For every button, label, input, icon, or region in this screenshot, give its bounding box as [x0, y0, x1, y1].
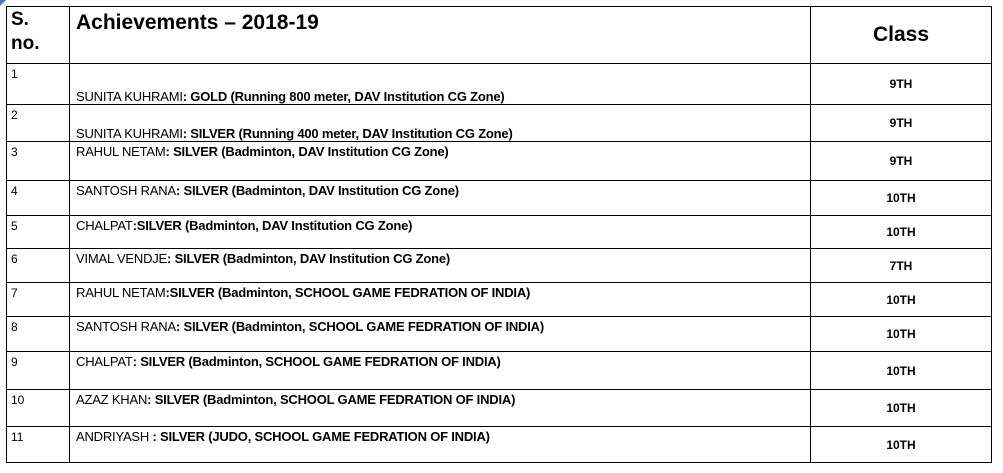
class-cell: 10TH [811, 283, 992, 317]
class-cell: 9TH [811, 142, 992, 181]
achievement-detail: SILVER (JUDO, SCHOOL GAME FEDRATION OF INDIA) [160, 429, 490, 444]
sno-header-line2: no. [11, 33, 40, 54]
table-row [7, 216, 992, 249]
table-row [7, 142, 992, 181]
student-name: AZAZ KHAN [76, 392, 148, 407]
table-row [7, 64, 992, 105]
table-row [7, 249, 992, 283]
name-separator: : [167, 251, 175, 266]
achievement-cell [70, 216, 811, 249]
achievement-detail: SILVER (Badminton, DAV Institution CG Zone) [173, 144, 449, 159]
student-name: CHALPAT [76, 354, 133, 369]
class-header: Class [811, 7, 992, 64]
table-row [7, 427, 992, 463]
row-number: 9 [7, 352, 70, 390]
row-number: 7 [7, 283, 70, 317]
achievement-cell [70, 142, 811, 181]
class-cell: 9TH [811, 105, 992, 142]
row-number: 2 [7, 105, 70, 142]
row-number: 1 [7, 64, 70, 105]
student-name: SANTOSH RANA [76, 183, 176, 198]
achievement-detail: SILVER (Badminton, SCHOOL GAME FEDRATION OF INDIA) [140, 354, 501, 369]
row-number: 11 [7, 427, 70, 463]
achievement-detail: SILVER (Running 400 meter, DAV Institution CG Zone) [190, 126, 513, 141]
achievement-cell [70, 283, 811, 317]
achievement-detail: SILVER (Badminton, SCHOOL GAME FEDRATION OF INDIA) [183, 319, 544, 334]
class-cell: 10TH [811, 427, 992, 463]
class-cell: 10TH [811, 181, 992, 216]
student-name: SUNITA KUHRAMI [76, 89, 183, 104]
student-name: RAHUL NETAM [76, 285, 166, 300]
table-row [7, 317, 992, 352]
class-cell: 10TH [811, 390, 992, 427]
achievement-detail: SILVER (Badminton, DAV Institution CG Zone) [174, 251, 451, 266]
achievements-table [6, 6, 992, 463]
row-number: 6 [7, 249, 70, 283]
table-header-row [7, 7, 992, 64]
name-separator: : [182, 126, 191, 141]
name-separator: : [147, 392, 155, 407]
name-separator: : [182, 89, 191, 104]
sno-header-line1: S. [11, 9, 29, 30]
name-separator: : [165, 144, 174, 159]
student-name: CHALPAT [76, 218, 133, 233]
student-name: SANTOSH RANA [76, 319, 176, 334]
row-number: 10 [7, 390, 70, 427]
student-name: SUNITA KUHRAMI [76, 126, 183, 141]
student-name: RAHUL NETAM [76, 144, 166, 159]
class-cell: 7TH [811, 249, 992, 283]
achievement-detail: SILVER (Badminton, DAV Institution CG Zone) [183, 183, 459, 198]
name-separator: : [175, 183, 184, 198]
achievement-detail: GOLD (Running 800 meter, DAV Institution CG Zone) [190, 89, 505, 104]
table-row [7, 283, 992, 317]
student-name: ANDRIYASH [76, 429, 150, 444]
name-separator: : [165, 285, 170, 300]
table-row [7, 352, 992, 390]
row-number: 3 [7, 142, 70, 181]
row-number: 4 [7, 181, 70, 216]
achievement-cell [70, 390, 811, 427]
sno-header [7, 7, 70, 64]
achievement-detail: SILVER (Badminton, DAV Institution CG Zone) [136, 218, 413, 233]
achievement-detail: SILVER (Badminton, SCHOOL GAME FEDRATION OF INDIA) [169, 285, 531, 300]
achievement-cell [70, 181, 811, 216]
achievement-cell [70, 427, 811, 463]
class-cell: 10TH [811, 352, 992, 390]
name-separator: : [132, 218, 137, 233]
name-separator: : [175, 319, 184, 334]
class-cell: 9TH [811, 64, 992, 105]
achievement-cell [70, 249, 811, 283]
row-number: 8 [7, 317, 70, 352]
student-name: VIMAL VENDJE [76, 251, 168, 266]
achievements-header: Achievements – 2018-19 [70, 7, 811, 64]
table-row [7, 181, 992, 216]
table-row [7, 390, 992, 427]
name-separator: : [132, 354, 141, 369]
achievement-cell [70, 352, 811, 390]
class-cell: 10TH [811, 216, 992, 249]
name-separator: : [149, 429, 161, 444]
achievement-cell [70, 105, 811, 142]
class-cell: 10TH [811, 317, 992, 352]
achievement-detail: SILVER (Badminton, SCHOOL GAME FEDRATION OF INDIA) [154, 392, 516, 407]
achievement-cell [70, 64, 811, 105]
achievement-cell [70, 317, 811, 352]
table-row [7, 105, 992, 142]
row-number: 5 [7, 216, 70, 249]
